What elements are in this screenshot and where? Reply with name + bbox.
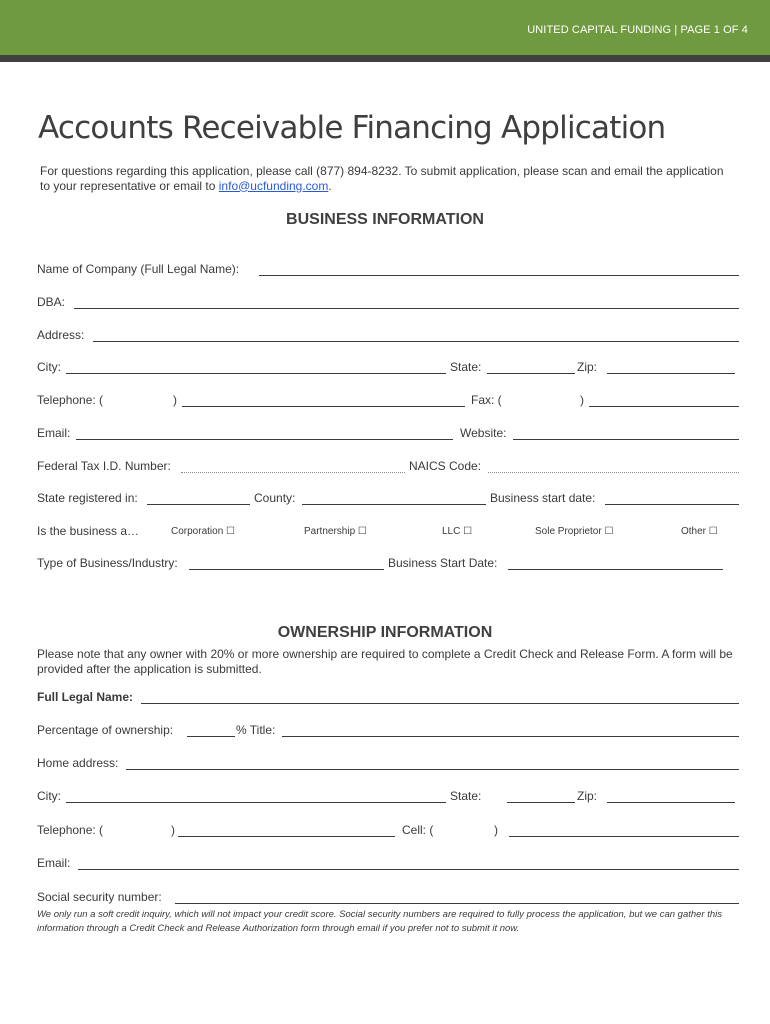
- state-registered-field[interactable]: [147, 504, 250, 505]
- business-start-date-label: Business Start Date:: [388, 556, 498, 570]
- tax-id-row: [37, 459, 739, 475]
- ssn-field[interactable]: [175, 903, 739, 904]
- naics-field[interactable]: [488, 472, 739, 473]
- cell-label: Cell: (: [402, 823, 434, 837]
- owner-zip-field[interactable]: [607, 802, 735, 803]
- ownership-note: Please note that any owner with 20% or more ownership are required to complete a Credit Check and Release Form. A form will be provided after the application is submitted.: [37, 647, 733, 676]
- home-address-row: [37, 756, 739, 772]
- industry-row: [37, 556, 739, 572]
- full-legal-name-field[interactable]: [141, 703, 739, 704]
- owner-email-row: [37, 856, 739, 872]
- option-llc[interactable]: LLC ☐: [442, 526, 473, 537]
- home-address-label: Home address:: [37, 756, 119, 770]
- cell-field[interactable]: [509, 836, 739, 837]
- percentage-label: Percentage of ownership:: [37, 723, 174, 737]
- fax-field[interactable]: [589, 406, 739, 407]
- percentage-row: [37, 723, 739, 739]
- email-link[interactable]: info@ucfunding.com: [218, 178, 329, 193]
- city-label: City:: [37, 360, 61, 374]
- owner-email-label: Email:: [37, 856, 71, 870]
- owner-telephone-row: [37, 823, 739, 839]
- company-name-row: [37, 262, 739, 278]
- type-of-business-field[interactable]: [189, 569, 384, 570]
- owner-telephone-close-paren: ): [171, 823, 175, 837]
- business-start-field[interactable]: [605, 504, 739, 505]
- owner-telephone-label: Telephone: (: [37, 823, 104, 837]
- state-field[interactable]: [487, 373, 575, 374]
- owner-telephone-field[interactable]: [178, 836, 395, 837]
- state-registered-row: [37, 491, 739, 507]
- owner-city-field[interactable]: [66, 802, 446, 803]
- naics-label: NAICS Code:: [409, 459, 482, 473]
- owner-city-row: [37, 789, 739, 805]
- full-legal-name-label: Full Legal Name:: [37, 690, 134, 704]
- fax-label: Fax: (: [471, 393, 502, 407]
- zip-field[interactable]: [607, 373, 735, 374]
- tax-id-field[interactable]: [181, 472, 405, 473]
- dba-row: [37, 295, 739, 311]
- title-field[interactable]: [282, 736, 739, 737]
- zip-label: Zip:: [577, 360, 598, 374]
- state-registered-label: State registered in:: [37, 491, 138, 505]
- website-field[interactable]: [513, 439, 739, 440]
- city-row: [37, 360, 739, 376]
- ssn-row: [37, 890, 739, 906]
- is-business-label: Is the business a…: [37, 524, 140, 538]
- fax-close-paren: ): [580, 393, 584, 407]
- email-label: Email:: [37, 426, 71, 440]
- type-of-business-label: Type of Business/Industry:: [37, 556, 178, 570]
- owner-zip-label: Zip:: [577, 789, 598, 803]
- option-corporation[interactable]: Corporation ☐: [171, 526, 235, 537]
- email-row: [37, 426, 739, 442]
- business-start-label: Business start date:: [490, 491, 596, 505]
- ownership-info-heading: OWNERSHIP INFORMATION: [277, 624, 493, 641]
- telephone-field[interactable]: [182, 406, 465, 407]
- telephone-label: Telephone: (: [37, 393, 104, 407]
- ssn-disclaimer: We only run a soft credit inquiry, which will not impact your credit score. Social security numbers are required to fully process the application, but we can gather this information through a Credit Check and Release Authorization form through email if you prefer not to submit it now.: [37, 909, 723, 934]
- intro-body: For questions regarding this application, please call (877) 894-8232. To submit application, please scan and email the application to your representative or email to: [40, 164, 724, 193]
- tax-id-label: Federal Tax I.D. Number:: [37, 459, 171, 473]
- header-banner: [0, 0, 770, 55]
- email-field[interactable]: [76, 439, 453, 440]
- cell-close-paren: ): [494, 823, 498, 837]
- full-legal-name-row: [37, 690, 739, 706]
- owner-email-field[interactable]: [78, 869, 739, 870]
- county-field[interactable]: [302, 504, 486, 505]
- address-label: Address:: [37, 328, 85, 342]
- percentage-field[interactable]: [187, 736, 235, 737]
- website-label: Website:: [460, 426, 507, 440]
- intro-text: [40, 164, 730, 193]
- company-name-label: Name of Company (Full Legal Name):: [37, 262, 240, 276]
- option-partnership[interactable]: Partnership ☐: [304, 526, 367, 537]
- home-address-field[interactable]: [126, 769, 739, 770]
- business-start-date-field[interactable]: [508, 569, 723, 570]
- address-row: [37, 328, 739, 344]
- header-divider: [0, 55, 770, 62]
- owner-state-label: State:: [450, 789, 482, 803]
- county-label: County:: [254, 491, 296, 505]
- option-other[interactable]: Other ☐: [681, 526, 718, 537]
- telephone-row: [37, 393, 739, 409]
- option-sole-proprietor[interactable]: Sole Proprietor ☐: [535, 526, 614, 537]
- intro-end: .: [328, 178, 332, 193]
- dba-label: DBA:: [37, 295, 66, 309]
- city-field[interactable]: [66, 373, 446, 374]
- header-banner-text: UNITED CAPITAL FUNDING | PAGE 1 OF 4: [527, 24, 748, 36]
- percent-title-label: % Title:: [236, 723, 276, 737]
- telephone-close-paren: ): [173, 393, 177, 407]
- company-name-field[interactable]: [259, 275, 739, 276]
- dba-field[interactable]: [74, 308, 739, 309]
- state-label: State:: [450, 360, 482, 374]
- business-info-heading: BUSINESS INFORMATION: [286, 211, 484, 228]
- page-title: Accounts Receivable Financing Application: [38, 110, 666, 146]
- owner-city-label: City:: [37, 789, 61, 803]
- owner-state-field[interactable]: [507, 802, 575, 803]
- ssn-label: Social security number:: [37, 890, 162, 904]
- address-field[interactable]: [93, 341, 739, 342]
- business-type-row: [37, 524, 739, 540]
